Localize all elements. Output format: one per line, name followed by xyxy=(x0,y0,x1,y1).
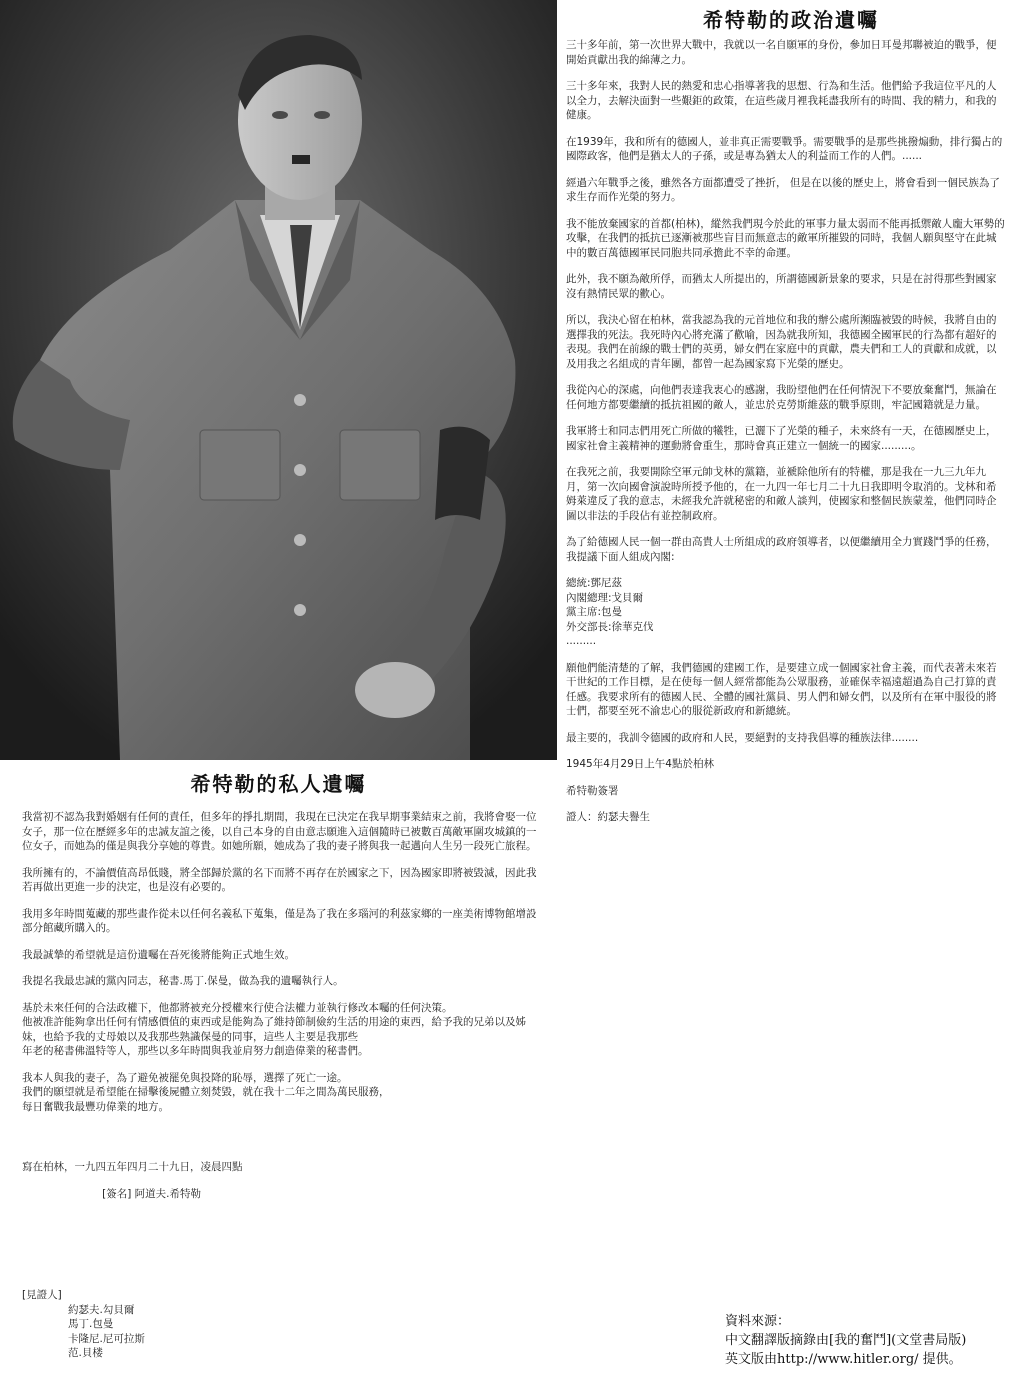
private-paragraph: 基於未來任何的合法政權下，他都將被充分授權來行使合法權力並執行修改本囑的任何決策。 他被准許能夠拿出任何有情感價值的東西或是能夠為了維持節制儉約生活的用途的東西，給予我的兄弟以及姊妹，也給予我的丈母娘以及我那些熟識保曼的同事，這些人主要是我那些 年老的秘書佛溫特等人，那些以多年時間與我並肩努力創造偉業的秘書們。 xyxy=(22,1001,526,1057)
source-line: 中文翻譯版摘錄由[我的奮鬥](文堂書局版) xyxy=(725,1333,967,1348)
political-paragraph: 在1939年，我和所有的德國人，並非真正需要戰爭。需要戰爭的是那些挑撥煽動，排行獨占的國際政客，他們是猶太人的子孫，或是專為猶太人的利益而工作的人們。...... xyxy=(566,135,1003,162)
witness-name: 約瑟夫.勾貝爾 xyxy=(68,1303,135,1316)
political-paragraph: 我不能放棄國家的首都(柏林)，縱然我們現今於此的軍事力量太弱而不能再抵禦敵人龐大軍勢的攻擊，在我們的抵抗已逐漸被那些盲目而無意志的敵軍所摧毀的同時，我個人願與堅守在此城中的數百萬德國軍民同胞共同承擔此不幸的命運。 xyxy=(566,217,1005,259)
witness-name: 卡隆尼.尼可拉斯 xyxy=(68,1332,145,1345)
political-paragraph: 最主要的，我訓令德國的政府和人民，要絕對的支持我倡導的種族法律........ xyxy=(566,731,919,744)
private-paragraph: 我最誠摯的希望就是這份遺囑在吾死後將能夠正式地生效。 xyxy=(22,948,295,961)
political-paragraph: 在我死之前，我要開除空軍元帥戈林的黨籍，並褫除他所有的特權，那是我在一九三九年九月，第一次向國會演說時所授予他的，在一九四一年七月二十九日我即明令取消的。戈林和希姆萊違反了我的意志，未經我允許就秘密的和敵人談判，使國家和整個民族蒙羞，他們同時企圖以非法的手段佔有並控制政府。 xyxy=(566,466,997,522)
source-credit xyxy=(725,1312,966,1369)
political-paragraph: 三十多年前，第一次世界大戰中，我就以一名自願軍的身份，參加日耳曼邦聯被迫的戰爭，便開始貢獻出我的綿薄之力。 xyxy=(566,39,997,66)
private-paragraph: 寫在柏林，一九四五年四月二十九日，凌晨四點 xyxy=(22,1161,243,1173)
political-paragraph: 1945年4月29日上午4點於柏林 xyxy=(566,758,714,770)
portrait-photo xyxy=(0,0,557,760)
political-paragraph: 所以，我決心留在柏林，當我認為我的元首地位和我的辦公處所瀕臨被毀的時候，我將自由的選擇我的死法。我死時內心將充滿了歡喻，因為就我所知，我德國全國軍民的行為都有超好的表現。我們在前線的戰士們的英勇，婦女們在家庭中的貢獻，農夫們和工人的貢獻和成就，以及用我之名組成的青年團，都曾一起為國家寫下光榮的歷史。 xyxy=(566,314,997,370)
private-testament-body xyxy=(22,810,544,1213)
private-paragraph: 我本人與我的妻子，為了避免被罷免與投降的恥辱，選擇了死亡一途。 我們的願望就是希望能在掃擊後屍體立刻焚毀，就在我十二年之間為萬民服務， 每日奮戰我最豐功偉業的地方。 xyxy=(22,1071,390,1113)
private-paragraph: 我當初不認為我對婚姻有任何的責任，但多年的掙扎期間，我現在已決定在我早期事業結束之前，我將會娶一位女子，那一位在歷經多年的忠誠友誼之後，以自己本身的自由意志願進入這個隨時已被數百萬敵軍圍攻城鎮的一位女子，而她為的僅是與我分享她的尊貴。如她所願，她成為了我的妻子將與我一起邁向人生另一段死亡旅程。 xyxy=(22,811,537,852)
private-paragraph: 我用多年時間蒐藏的那些畫作從未以任何名義私下蒐集，僅是為了我在多瑙河的利茲家鄉的一座美術博物館增設部分館藏所購入的。 xyxy=(22,907,537,934)
political-paragraph: 此外，我不願為敵所俘，而猶太人所提出的，所謂德國新景象的要求，只是在討得那些對國家沒有熱情民眾的歡心。 xyxy=(566,273,997,300)
political-paragraph: 我從內心的深處，向他們表達我衷心的感謝，我盼望他們在任何情況下不要放棄奮鬥，無論在任何地方都要繼續的抵抗祖國的敵人，並忠於克勞斯維茲的戰爭原則，牢記國籍就是力量。 xyxy=(566,384,997,411)
private-paragraph: 我提名我最忠誠的黨內同志，秘書.馬丁.保曼，做為我的遺囑執行人。 xyxy=(22,975,344,987)
political-testament-title: 希特勒的政治遺囑 xyxy=(703,8,879,32)
private-paragraph xyxy=(22,1126,544,1148)
witness-label: [見證人] xyxy=(22,1289,62,1301)
witness-name: 馬丁.包曼 xyxy=(68,1318,114,1330)
private-paragraph: [簽名] 阿道夫.希特勒 xyxy=(22,1187,201,1200)
witness-name: 范.貝楼 xyxy=(68,1347,103,1359)
political-paragraph: 證人：約瑟夫譽生 xyxy=(566,811,650,823)
source-line: 英文版由http://www.hitler.org/ 提供。 xyxy=(725,1352,962,1367)
political-paragraph: 為了給德國人民一個一群由高貴人士所組成的政府領導者，以便繼續用全力實踐鬥爭的任務，我提議下面人組成內閣: xyxy=(566,536,997,563)
private-paragraph: 我所擁有的，不論價值高昂低賤，將全部歸於黨的名下而將不再存在於國家之下，因為國家即將被毀滅，因此我若再做出更進一步的決定，也是沒有必要的。 xyxy=(22,866,537,893)
political-paragraph: 三十多年來，我對人民的熱愛和忠心指導著我的思想、行為和生活。他們給予我這位平凡的人以全力，去解決面對一些艱鉅的政策，在這些歲月裡我耗盡我所有的時間、我的精力，和我的健康。 xyxy=(566,80,997,121)
political-paragraph: 我軍將士和同志們用死亡所做的犧牲，已灑下了光榮的種子，未來終有一天，在德國歷史上，國家社會主義精神的運動將會重生，那時會真正建立一個統一的國家.........。 xyxy=(566,425,997,452)
political-testament-body xyxy=(566,38,1006,837)
political-paragraph: 願他們能清楚的了解，我們德國的建國工作，是要建立成一個國家社會主義，而代表著未來若干世紀的工作目標，是在使每一個人經常都能為公眾服務，並確保幸福遠超過為自己打算的責任感。我要求所有的德國人民、全體的國社黨員、男人們和婦女們，以及所有在軍中服役的將士們，都要至死不渝忠心的服從新政府和新總統。 xyxy=(566,661,997,717)
political-paragraph: 總統:鄧尼茲 內閣總理:戈貝爾 黨主席:包曼 外交部長:徐華克伐 ......... xyxy=(566,577,654,647)
political-paragraph: 經過六年戰爭之後，雖然各方面都遭受了挫折， 但是在以後的歷史上，將會看到一個民族為了求生存而作光榮的努力。 xyxy=(566,176,1000,203)
witness-list xyxy=(22,1288,145,1361)
source-line: 資料來源： xyxy=(725,1314,791,1329)
private-testament-title: 希特勒的私人遺囑 xyxy=(190,772,367,796)
political-paragraph: 希特勒簽署 xyxy=(566,784,619,797)
